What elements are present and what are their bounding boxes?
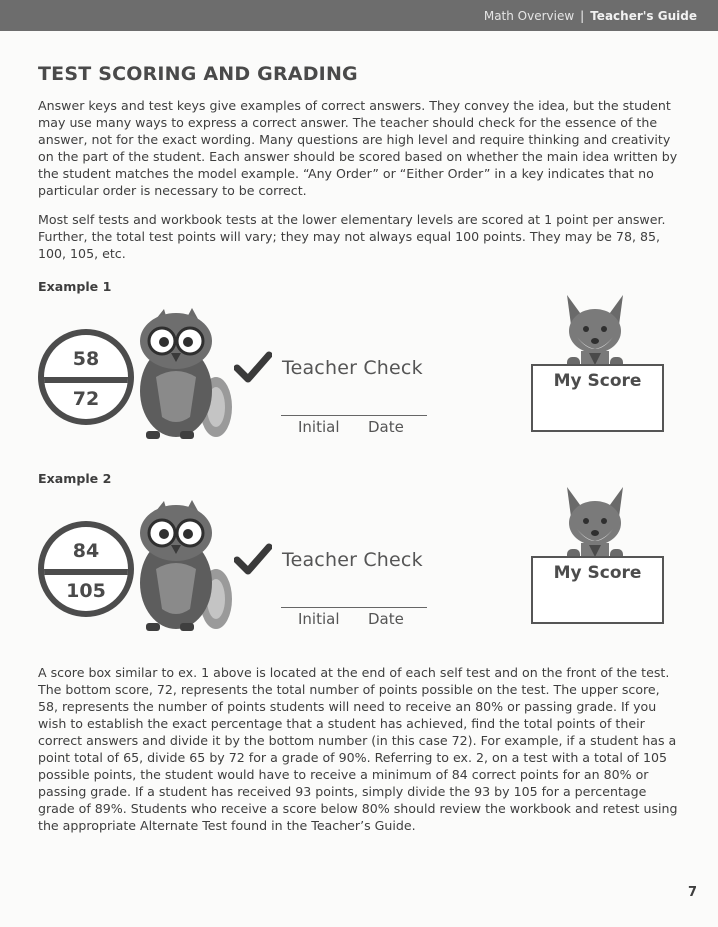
scoring-paragraph: Most self tests and workbook tests at the lower elementary levels are scored at 1 point per answer. Further, the total test points will vary; they may not always equal 100 points. They may be 78, 85, 100, 105, etc. [38,212,666,261]
checkmark-icon [234,351,272,383]
score-divider [44,569,128,575]
date-label: Date [368,610,404,628]
my-score-box [531,556,664,624]
checkmark-icon [234,543,272,575]
teacher-check-label: Teacher Check [282,549,423,571]
passing-score: 84 [72,540,100,562]
page-header [0,0,718,31]
fox-mascot-icon [553,483,637,567]
intro-paragraph: Answer keys and test keys give examples of correct answers. They convey the idea, but the student may use many ways to express a correct answer. The teacher should check for the essence of the answer, not for the exact wording. Many questions are high level and require thinking and creativity on the part of the student. Each answer should be scored based on whether the main idea written by the student matches the model example. “Any Order” or “Either Order” in a key indicates that no particular order is necessary to be correct. [38,98,678,198]
page-title: TEST SCORING AND GRADING [38,63,358,85]
example-1 [0,285,718,455]
score-box [38,521,134,617]
explanation-paragraph: A score box similar to ex. 1 above is located at the end of each self test and on the front of the test. The bottom score, 72, represents the total number of points possible on the test. The upper score, 58, represents the number of points students will need to receive an 80% or passing grade. If you wish to establish the exact percentage that a student has achieved, find the total points of their correct answers and divide it by the bottom number (in this case 72). For example, if a student has a point total of 65, divide 65 by 72 for a grade of 90%. Referring to ex. 2, on a test with a total of 105 possible points, the student would have to receive a minimum of 84 correct points for an 80% or passing grade. If a student has received 93 points, simply divide the 93 by 105 for a percentage grade of 89%. Students who receive a score below 80% should review the workbook and retest using the appropriate Alternate Test found in the Teacher’s Guide. [38,665,678,833]
my-score-box [531,364,664,432]
total-points: 105 [66,580,106,602]
initial-label: Initial [298,418,340,436]
example-2-label: Example 2 [38,471,112,486]
header-section-name: Math Overview [483,8,575,23]
header-separator: | [580,8,585,23]
my-score-label: My Score [553,563,642,583]
signature-line [281,415,427,416]
owl-mascot-icon [122,499,232,634]
example-2 [0,477,718,647]
passing-score: 58 [72,348,100,370]
initial-label: Initial [298,610,340,628]
example-1-label: Example 1 [38,279,112,294]
score-divider [44,377,128,383]
teacher-check-label: Teacher Check [282,357,423,379]
header-guide-title: Teacher's Guide [590,8,697,23]
date-label: Date [368,418,404,436]
owl-mascot-icon [122,307,232,442]
header-text [484,0,697,31]
page-number: 7 [688,885,698,900]
fox-mascot-icon [553,291,637,375]
total-points: 72 [72,388,100,410]
signature-line [281,607,427,608]
my-score-label: My Score [553,371,642,391]
score-box [38,329,134,425]
